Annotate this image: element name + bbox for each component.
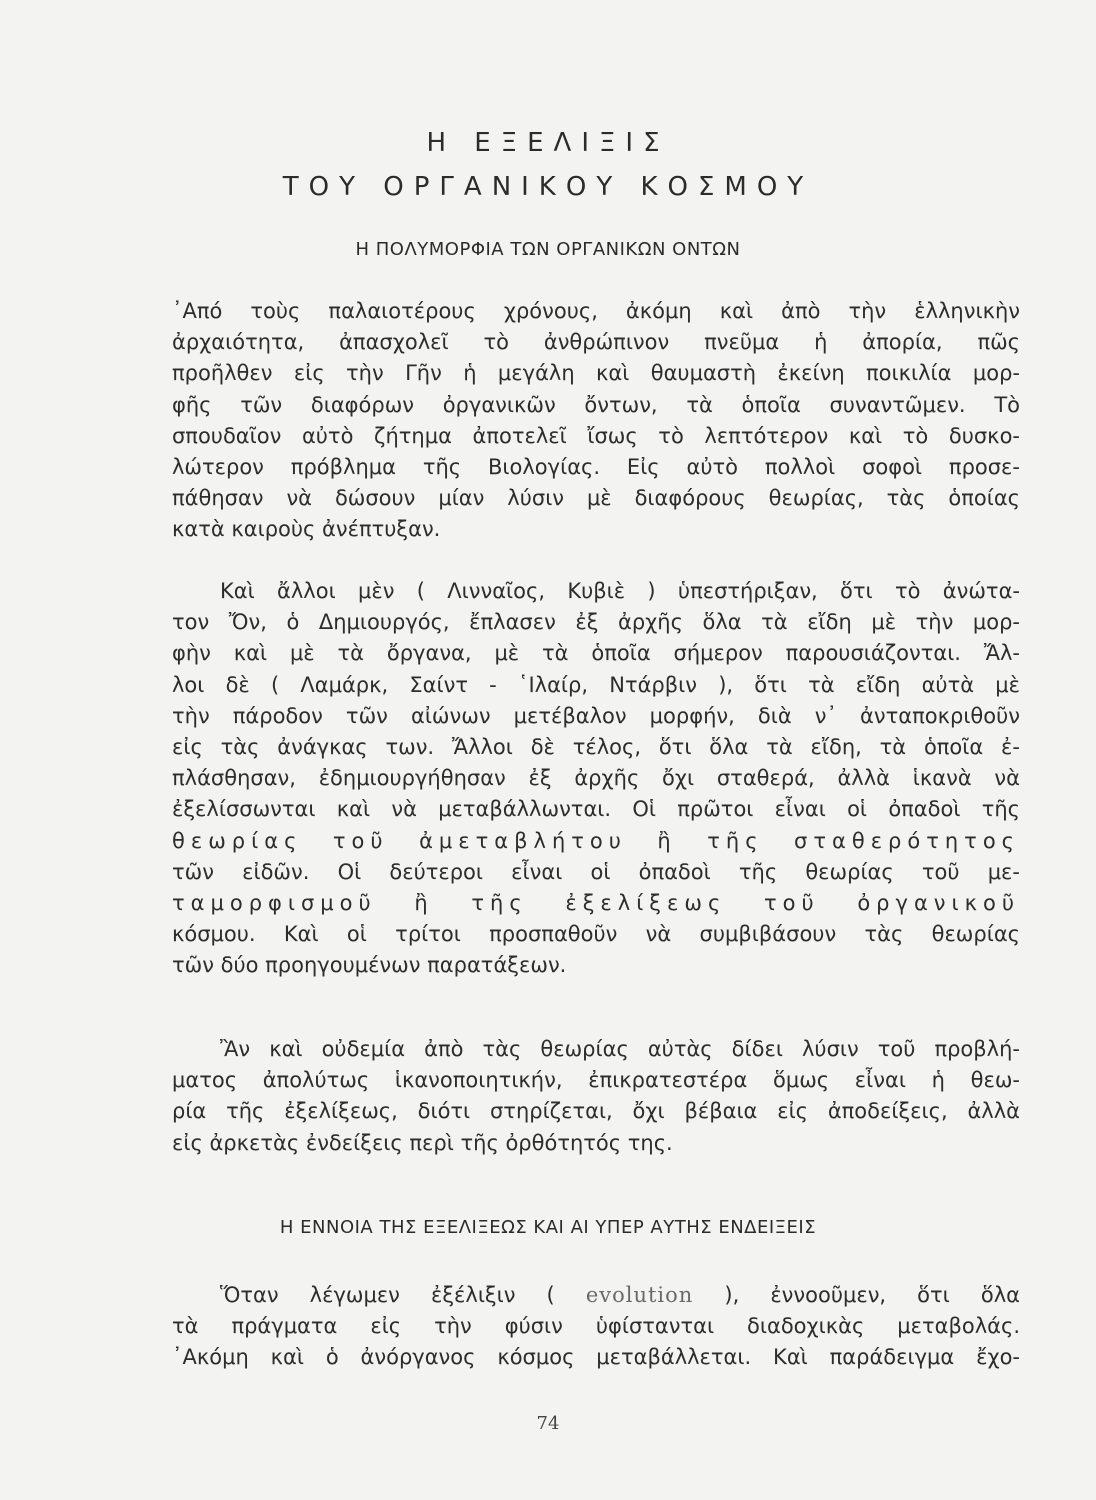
text-line: ρία τῆς ἐξελίξεως, διότι στηρίζεται, ὄχι βέβαια εἰς ἀποδείξεις, ἀλλὰ: [172, 1099, 1020, 1124]
text-line: τῶν δύο προηγουμένων παρατάξεων.: [172, 953, 567, 978]
text-line: φὴν καὶ μὲ τὰ ὄργανα, μὲ τὰ ὁποῖα σήμερον παρουσιάζονται. Ἄλ-: [172, 641, 1020, 666]
text-line: λοι δὲ ( Λαμάρκ, Σαίντ - ῾Ιλαίρ, Ντάρβιν ), ὅτι τὰ εἴδη αὐτὰ μὲ: [172, 672, 1020, 697]
text-line: φῆς τῶν διαφόρων ὀργανικῶν ὄντων, τὰ ὁποῖα συναντῶμεν. Τὸ: [172, 392, 1020, 417]
paragraph-1: [172, 296, 1020, 546]
text-line: τον Ὄν, ὁ Δημιουργός, ἔπλασεν ἐξ ἀρχῆς ὅλα τὰ εἴδη μὲ τὴν μορ-: [172, 610, 1020, 635]
text-line-with-term: [172, 1280, 1020, 1311]
chapter-title-line2: ΤΟΥ ΟΡΓΑΝΙΚΟΥ ΚΟΣΜΟΥ: [282, 172, 814, 202]
text-line: τὰ πράγματα εἰς τὴν φύσιν ὑφίστανται διαδοχικὰς μεταβολάς.: [172, 1314, 1020, 1339]
text-line: ᾿Από τοὺς παλαιοτέρους χρόνους, ἀκόμη καὶ ἀπὸ τὴν ἑλληνικὴν: [172, 299, 1020, 323]
page-number: 74: [536, 1413, 560, 1434]
text-line-spaced: θεωρίας τοῦ ἀμεταβλήτου ἢ τῆς σταθερότητος: [172, 828, 1020, 853]
section-heading-evolution-concept: Η ΕΝΝΟΙΑ ΤΗΣ ΕΞΕΛΙΞΕΩΣ ΚΑΙ ΑΙ ΥΠΕΡ ΑΥΤΗΣ ΕΝΔΕΙΞΕΙΣ: [279, 1217, 817, 1238]
text-fragment: Ὅταν λέγωμεν ἐξέλιξιν (: [220, 1283, 555, 1307]
text-line: σπουδαῖον αὐτὸ ζήτημα ἀποτελεῖ ἴσως τὸ λεπτότερον καὶ τὸ δυσκο-: [172, 423, 1020, 448]
text-line: ματος ἀπολύτως ἱκανοποιητικήν, ἐπικρατεστέρα ὅμως εἶναι ἡ θεω-: [172, 1068, 1020, 1093]
latin-term: evolution: [585, 1283, 694, 1307]
paragraph-4: [172, 1280, 1020, 1374]
text-line: ἐξελίσσωνται καὶ νὰ μεταβάλλωνται. Οἱ πρῶτοι εἶναι οἱ ὀπαδοὶ τῆς: [172, 797, 1020, 822]
paragraph-2: [172, 576, 1020, 982]
text-line-spaced: ταμορφισμοῦ ἢ τῆς ἐξελίξεως τοῦ ὀργανικοῦ: [172, 891, 1020, 916]
text-line: προῆλθεν εἰς τὴν Γῆν ἡ μεγάλη καὶ θαυμαστὴ ἐκείνη ποικιλία μορ-: [172, 361, 1020, 386]
text-line: εἰς ἀρκετὰς ἐνδείξεις περὶ τῆς ὀρθότητός της.: [172, 1130, 673, 1155]
text-line: τῶν εἰδῶν. Οἱ δεύτεροι εἶναι οἱ ὀπαδοὶ τῆς θεωρίας τοῦ με-: [172, 859, 1020, 884]
text-line: πλάσθησαν, ἐδημιουργήθησαν ἐξ ἀρχῆς ὄχι σταθερά, ἀλλὰ ἱκανὰ νὰ: [172, 766, 1020, 791]
text-line: λώτερον πρόβλημα τῆς Βιολογίας. Εἰς αὐτὸ πολλοὶ σοφοὶ προσε-: [172, 455, 1020, 480]
text-fragment: ), ἐννοοῦμεν, ὅτι ὅλα: [724, 1283, 1020, 1307]
chapter-title-line1: Η ΕΞΕΛΙΞΙΣ: [426, 128, 670, 158]
text-line: Ἂν καὶ οὐδεμία ἀπὸ τὰς θεωρίας αὐτὰς δίδει λύσιν τοῦ προβλή-: [220, 1037, 1020, 1061]
section-heading-polymorphy: Η ΠΟΛΥΜΟΡΦΙΑ ΤΩΝ ΟΡΓΑΝΙΚΩΝ ΟΝΤΩΝ: [355, 239, 741, 260]
paragraph-3: [172, 1034, 1020, 1159]
text-line: εἰς τὰς ἀνάγκας των. Ἄλλοι δὲ τέλος, ὅτι ὅλα τὰ εἴδη, τὰ ὁποῖα ἐ-: [172, 735, 1020, 760]
text-line: ἀρχαιότητα, ἀπασχολεῖ τὸ ἀνθρώπινον πνεῦμα ἡ ἀπορία, πῶς: [172, 330, 1020, 355]
text-line: πάθησαν νὰ δώσουν μίαν λύσιν μὲ διαφόρους θεωρίας, τὰς ὁποίας: [172, 486, 1020, 511]
text-line: τὴν πάροδον τῶν αἰώνων μετέβαλον μορφήν, διὰ ν᾿ ἀνταποκριθοῦν: [172, 703, 1020, 728]
text-line: ᾿Ακόμη καὶ ὁ ἀνόργανος κόσμος μεταβάλλεται. Καὶ παράδειγμα ἔχο-: [172, 1345, 1020, 1370]
text-line: Καὶ ἄλλοι μὲν ( Λινναῖος, Κυβιὲ ) ὑπεστήριξαν, ὅτι τὸ ἀνώτα-: [220, 579, 1020, 603]
text-line: κόσμου. Καὶ οἱ τρίτοι προσπαθοῦν νὰ συμβιβάσουν τὰς θεωρίας: [172, 922, 1020, 947]
text-line: κατὰ καιροὺς ἀνέπτυξαν.: [172, 517, 441, 542]
